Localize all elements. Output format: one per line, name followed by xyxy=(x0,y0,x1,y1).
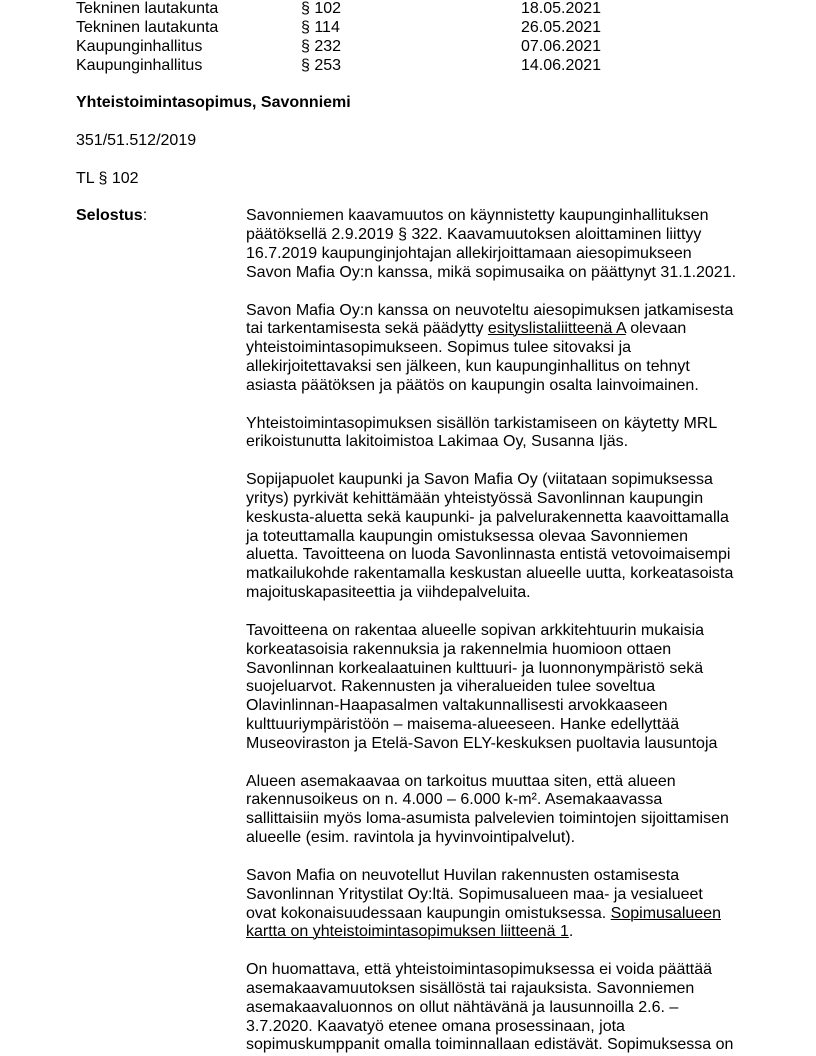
paragraph xyxy=(246,471,806,603)
paragraph-line: asiasta päätöksen ja päätös on kaupungin osalta lainvoimainen. xyxy=(246,376,699,394)
paragraph xyxy=(246,207,806,282)
paragraph-line: Sopijapuolet kaupunki ja Savon Mafia Oy (viitataan sopimuksessa xyxy=(246,471,713,489)
paragraph xyxy=(246,302,806,396)
paragraph-line: kulttuuriympäristöön – maisema-alueeseen. Hanke edellyttää xyxy=(246,716,680,734)
paragraph-line: alueelle (esim. ravintola ja hyvinvointipalvelut). xyxy=(246,829,576,847)
agreement-map-attachment-link[interactable]: kartta on yhteistoimintasopimuksen liitteenä 1 xyxy=(246,923,569,941)
paragraph-line: Savon Mafia Oy:n kanssa, mikä sopimusaika on päättynyt 31.1.2021. xyxy=(246,263,737,281)
record-number: 351/51.512/2019 xyxy=(76,131,197,149)
section-label xyxy=(76,207,246,226)
paragraph xyxy=(246,867,806,942)
paragraph-line: Savon Mafia Oy:n kanssa on neuvoteltu aiesopimuksen jatkamisesta xyxy=(246,301,734,319)
paragraph xyxy=(246,622,806,754)
paragraph-line: Olavinlinnan-Haapasalmen valtakunnallisesti arvokkaaseen xyxy=(246,697,668,715)
paragraph-line xyxy=(246,923,806,942)
paragraph-line: suojeluarvot. Rakennusten ja viheralueiden tulee soveltua xyxy=(246,678,656,696)
meeting-section-number: § 232 xyxy=(301,37,342,55)
section-selostus xyxy=(0,207,816,1055)
paragraph-line: matkailukohde rakentamalla keskustan alueelle uutta, korkeatasoista xyxy=(246,565,734,583)
meeting-row xyxy=(0,19,816,38)
paragraph-line: Museoviraston ja Etelä-Savon ELY-keskuksen puoltavia lausuntoja xyxy=(246,734,718,752)
meeting-date: 18.05.2021 xyxy=(521,0,602,17)
paragraph-line: yhteistoimintasopimukseen. Sopimus tulee sitovaksi ja xyxy=(246,339,632,357)
section-label-text: Selostus xyxy=(76,207,143,225)
line-text: ovat kokonaisuudessaan kaupungin omistuksessa. xyxy=(246,904,611,922)
paragraph-line: korkeatasoisia rakennuksia ja rakennelmia huomioon ottaen xyxy=(246,640,672,658)
item-title: Yhteistoimintasopimus, Savonniemi xyxy=(76,94,351,112)
reference-number: TL § 102 xyxy=(76,169,139,187)
line-text: . xyxy=(568,923,574,941)
paragraph-line: asemakaavamuutoksen sisällöstä tai rajauksista. Savonniemen xyxy=(246,979,695,997)
meeting-row xyxy=(0,57,816,76)
paragraph-line: Savonniemen kaavamuutos on käynnistetty kaupunginhallituksen xyxy=(246,207,709,225)
paragraph xyxy=(246,415,806,453)
paragraph-line: ja toteuttamalla kaupungin omistuksessa olevaa Savonniemen xyxy=(246,527,689,545)
meeting-body: Kaupunginhallitus xyxy=(76,37,203,55)
meeting-body: Tekninen lautakunta xyxy=(76,18,219,36)
paragraph-line xyxy=(246,320,806,339)
agenda-attachment-a-link[interactable]: esityslistaliitteenä A xyxy=(487,320,626,338)
paragraph xyxy=(246,961,806,1055)
paragraph-line: yritys) pyrkivät kehittämään yhteistyössä Savonlinnan kaupungin xyxy=(246,489,704,507)
section-body xyxy=(246,207,806,1055)
agreement-map-attachment-link[interactable]: Sopimusalueen xyxy=(610,904,721,922)
paragraph-line: Tavoitteena on rakentaa alueelle sopivan arkkitehtuurin mukaisia xyxy=(246,621,705,639)
meeting-date: 26.05.2021 xyxy=(521,18,602,36)
paragraph-line: rakennusoikeus on n. 4.000 – 6.000 k-m². Asemakaavassa xyxy=(246,791,663,809)
paragraph-line: aluetta. Tavoitteena on luoda Savonlinnasta entistä vetovoimaisempi xyxy=(246,546,731,564)
paragraph-line: Savonlinnan korkealaatuinen kulttuuri- ja luonnonympäristö sekä xyxy=(246,659,704,677)
meeting-history xyxy=(0,0,816,75)
paragraph-line: Savon Mafia on neuvotellut Huvilan rakennusten ostamisesta xyxy=(246,866,680,884)
meeting-date: 07.06.2021 xyxy=(521,37,602,55)
meeting-body: Tekninen lautakunta xyxy=(76,0,219,17)
line-text: tai tarkentamisesta sekä päädytty xyxy=(246,320,488,338)
paragraph-line: Alueen asemakaavaa on tarkoitus muuttaa siten, että alueen xyxy=(246,772,676,790)
meeting-body: Kaupunginhallitus xyxy=(76,56,203,74)
line-text: olevaan xyxy=(625,320,687,338)
section-label-colon: : xyxy=(142,207,148,225)
paragraph-line: allekirjoitettavaksi sen jälkeen, kun kaupunginhallitus on tehnyt xyxy=(246,358,690,376)
paragraph-line: Savonlinnan Yritystilat Oy:ltä. Sopimusalueen maa- ja vesialueet xyxy=(246,885,703,903)
paragraph-line: päätöksellä 2.9.2019 § 322. Kaavamuutoksen aloittaminen liittyy xyxy=(246,226,702,244)
paragraph-line: 3.7.2020. Kaavatyö etenee omana prosessinaan, jota xyxy=(246,1017,625,1035)
paragraph-line: sallittaisiin myös loma-asumista palvelevien toimintojen sijoittamisen xyxy=(246,810,729,828)
paragraph-line: sopimuskumppanit omalla toiminnallaan edistävät. Sopimuksessa on xyxy=(246,1036,734,1054)
meeting-row xyxy=(0,38,816,57)
paragraph-line: Yhteistoimintasopimuksen sisällön tarkistamiseen on käytetty MRL xyxy=(246,414,718,432)
paragraph-line: erikoistunutta lakitoimistoa Lakimaa Oy, Susanna Ijäs. xyxy=(246,433,629,451)
paragraph xyxy=(246,773,806,848)
paragraph-line: keskusta-aluetta sekä kaupunki- ja palvelurakennetta kaavoittamalla xyxy=(246,508,729,526)
paragraph-line: asemakaavaluonnos on ollut nähtävänä ja lausunnoilla 2.6. – xyxy=(246,998,679,1016)
meeting-section-number: § 102 xyxy=(301,0,342,17)
paragraph-line: 16.7.2019 kaupunginjohtajan allekirjoittamaan aiesopimukseen xyxy=(246,244,692,262)
paragraph-line: On huomattava, että yhteistoimintasopimuksessa ei voida päättää xyxy=(246,961,713,979)
meeting-section-number: § 253 xyxy=(301,56,342,74)
meeting-date: 14.06.2021 xyxy=(521,56,602,74)
paragraph-line xyxy=(246,905,806,924)
paragraph-line: majoituskapasiteettia ja viihdepalveluita. xyxy=(246,584,531,602)
meeting-section-number: § 114 xyxy=(301,18,340,36)
meeting-row xyxy=(0,0,816,19)
